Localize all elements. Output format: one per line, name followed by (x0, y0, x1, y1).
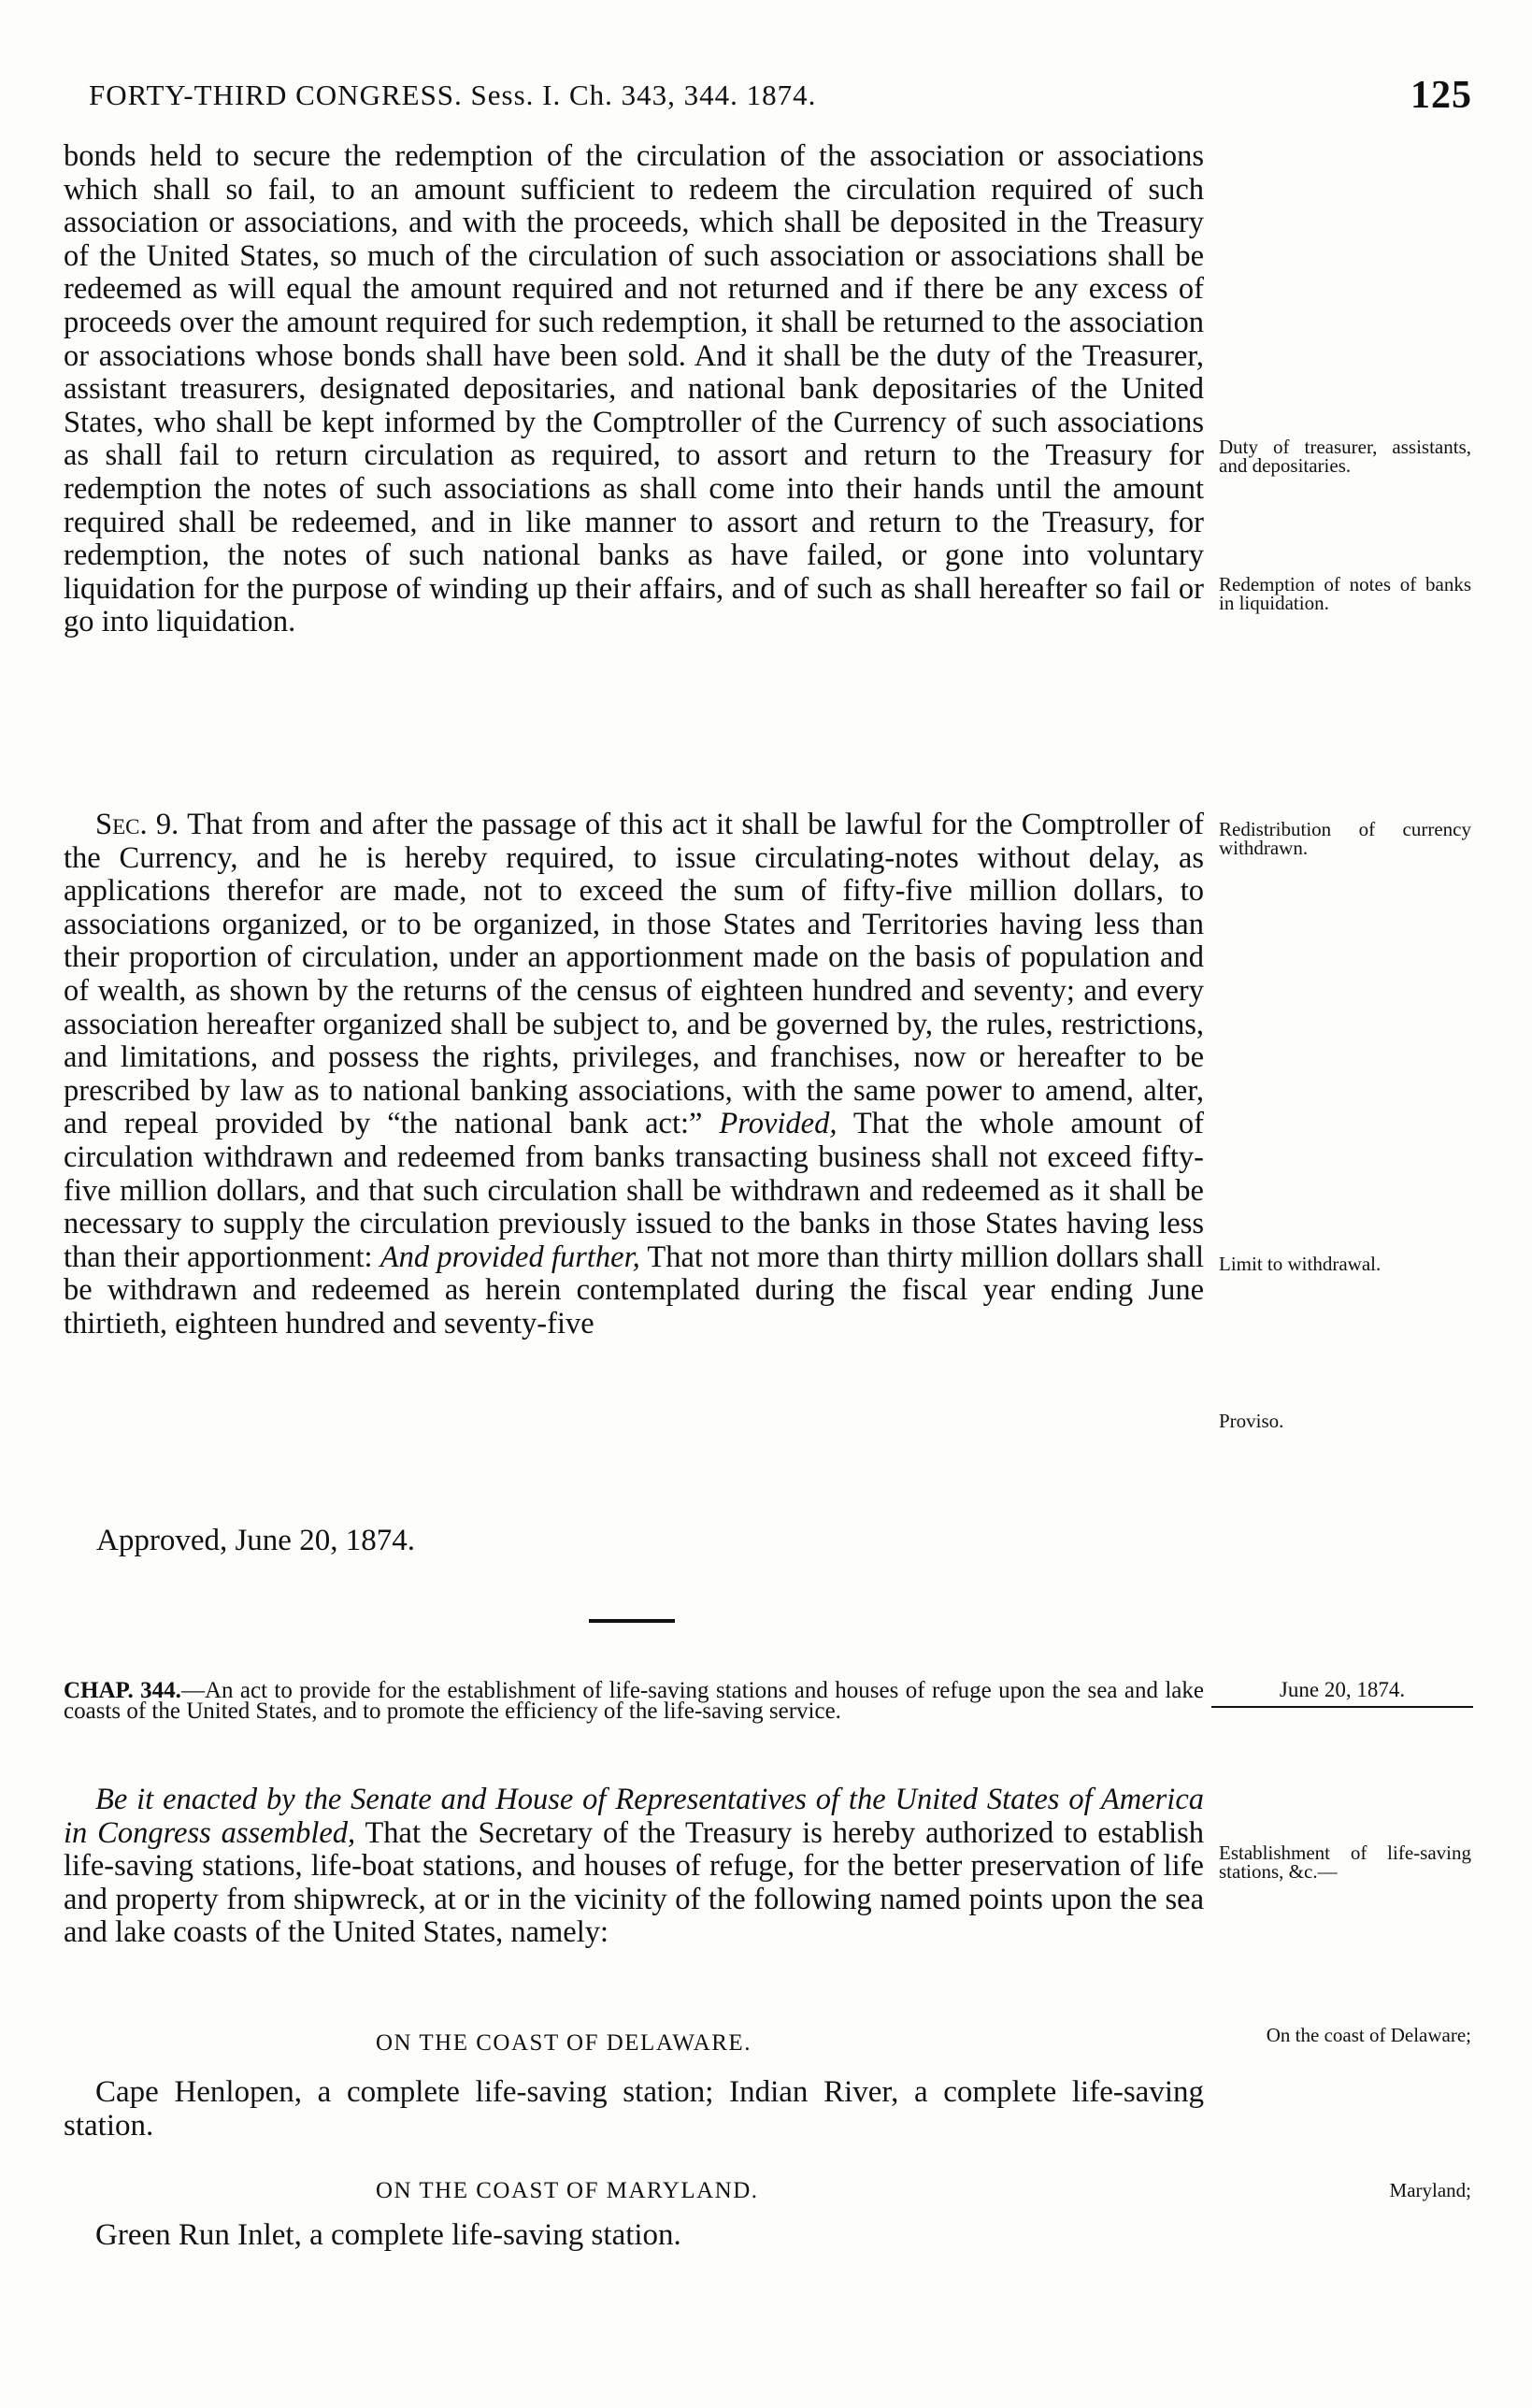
section-9-text-a: That from and after the passage of this act it shall be lawful for the Comptroller of the Currency, and he is hereby required, to issue circulating-notes without delay, as applications therefor are made, not to exceed the sum of fifty-five million dollars, to associations organized, or to be organized, in those States and Territories having less than their proportion of circulation, under an apportionment made on the basis of population and of wealth, as shown by the returns of the census of eighteen hundred and seventy; and every association hereafter organized shall be subject to, and be governed by, the rules, restrictions, and limitations, and possess the rights, privileges, and franchises, now or hereafter to be prescribed by law as to national banking associations, with the same power to amend, alter, and repeal provided by “the national bank act:” (64, 808, 1204, 1141)
section-9-text-c: That not more than thirty million dollars shall be withdrawn and redeemed as herein contemplated during the fiscal year ending June thirtieth, eighteen hundred and seventy-five (64, 1240, 1205, 1340)
paragraph-bonds-redemption: bonds held to secure the redemption of the circulation of the association or associations which shall so fail, to an amount sufficient to redeem the circulation required of such association or associations, and with the proceeds, which shall be deposited in the Treasury of the United States, so much of the circulation of such association or associations shall be redeemed as will equal the amount required and not returned and if there be any excess of proceeds over the amount required for such redemption, it shall be returned to the association or associations whose bonds shall have been sold. And it shall be the duty of the Treasurer, assistant treasurers, designated depositaries, and national bank depositaries of the United States, who shall be kept informed by the Comptroller of the Currency of such associations as shall fail to return circulation as required, to assort and return to the Treasury for redemption the notes of such associations as shall come into their hands until the amount required shall be redeemed, and in like manner to assort and return to the Treasury, for redemption, the notes of such national banks as have failed, or gone into voluntary liquidation for the purpose of winding up their affairs, and of such as shall hereafter so fail or go into liquidation. (64, 139, 1204, 639)
sidenote-limit: Limit to withdrawal. (1219, 1253, 1382, 1275)
section-8-continuation (64, 140, 1204, 639)
delaware-stations: Cape Henlopen, a complete life-saving station; Indian River, a complete life-saving station. (64, 2075, 1204, 2143)
enacting-clause: Be it enacted by the Senate and House of Representatives of the United States of America in Congress assembled, (64, 1783, 1204, 1850)
chapter-label: CHAP. 344. (64, 1678, 181, 1703)
chapter-title-text: —An act to provide for the establishment of life-saving stations and houses of refuge upon the sea and lake coasts of the United States, and to promote the efficiency of the life-saving service. (64, 1678, 1204, 1724)
provided-further-term: And provided further, (379, 1240, 640, 1274)
sidenote-redistribution: Redistribution of currency withdrawn. (1219, 818, 1471, 859)
sidenote-proviso: Proviso. (1219, 1410, 1284, 1432)
paragraph-enacting (64, 1784, 1204, 1950)
sidenote-delaware: On the coast of Delaware; (1266, 2024, 1471, 2046)
chapter-date-note: June 20, 1874. (1211, 1678, 1473, 1708)
sidenote-duty: Duty of treasurer, assistants, and depositaries. (1219, 436, 1471, 477)
enacting-text: That the Secretary of the Treasury is hereby authorized to establish life-saving stations, life-boat stations, and houses of refuge, for the better preservation of life and property from shipwreck, at or in the vicinity of the following named points upon the sea and lake coasts of the United States, namely: (64, 1815, 1205, 1950)
paragraph-section-9 (64, 809, 1204, 1341)
section-9 (64, 809, 1204, 1341)
section-divider (589, 1619, 675, 1623)
maryland-stations: Green Run Inlet, a complete life-saving station. (95, 2218, 681, 2252)
sidenote-maryland: Maryland; (1389, 2179, 1471, 2201)
running-head (89, 73, 1472, 120)
sidenote-establishment: Establishment of life-saving stations, &c.— (1219, 1842, 1471, 1883)
sidenote-redemption: Redemption of notes of banks in liquidation. (1219, 573, 1471, 614)
chapter-344-title (64, 1678, 1204, 1724)
running-head-title: FORTY-THIRD CONGRESS. Sess. I. Ch. 343, 344. 1874. (89, 79, 817, 111)
section-9-label: Sec. 9. (95, 808, 179, 841)
chapter-344-body (64, 1784, 1204, 1950)
section-9-text-b: That the whole amount of circulation withdrawn and redeemed from banks transacting business shall not exceed fifty-five million dollars, and that such circulation shall be withdrawn and redeemed as it shall be necessary to supply the circulation previously issued to the banks in those States having less than their apportionment: (64, 1107, 1204, 1274)
delaware-heading: ON THE COAST OF DELAWARE. (376, 2030, 752, 2056)
maryland-heading: ON THE COAST OF MARYLAND. (376, 2178, 759, 2203)
approved-line: Approved, June 20, 1874. (96, 1524, 415, 1557)
provided-term: Provided, (719, 1107, 838, 1141)
page-number: 125 (1410, 74, 1472, 117)
